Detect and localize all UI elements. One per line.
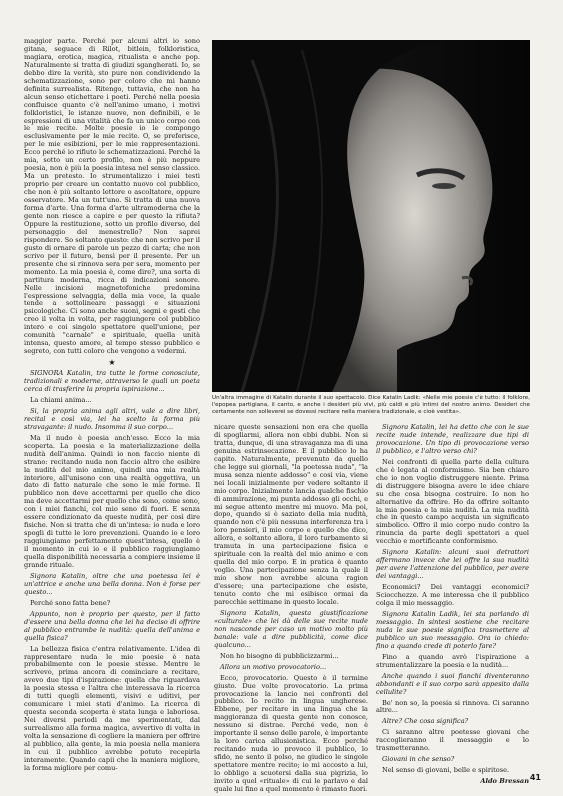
right-column [376, 423, 529, 786]
interview-question: Signora Katalin: alcuni suoi detrattori affermano invece che lei offre la sua nudità per avere l'attenzione del pubblico, per avere dei vantaggi... [376, 548, 529, 581]
middle-column [214, 423, 368, 793]
author-signature: Aldo Bressan [480, 777, 529, 786]
paragraph: Fino a quando avrò l'ispirazione a strumentalizzare la poesia e la nudità... [376, 652, 529, 669]
paragraph: La chiami anima... [30, 395, 92, 404]
portrait-photo [212, 40, 530, 392]
interview-question: Signora Katalin Ladik, lei sta parlando di messaggio. In sintesi sostiene che recitare nuda le sue poesie significa trasmettere al pubblico un suo messaggio. Ora io chiedo: fino a quando crede di poterlo fare? [376, 609, 529, 650]
page-number: 41 [529, 773, 541, 782]
paragraph: maggior parte. Perché per alcuni altri io sono gitana, seguace di Rilot, bitlein, folkloristica, magiara, erotica, magica, ritualista e anche pop. Naturalmente si tratta di giudizi sgangherati. Io, se debbo dire la verità, sto pure non condividendo la schematizzazione, sono per coloro che mi hanno definita surrealista. Ritengo, tuttavia, che non ha alcun senso etichettare i poeti. Perché nella poesia confluisce quanto c'è nell'animo umano, i motivi folkloristici, le istanze nuove, non definibili, e le espressioni di una vitalità che fa un unico corpo con le mie recite. Molte poesie io le compongo esclusivamente per le mie recite. O, se preferisce, per le mie esibizioni, per le mie rappresentazioni. Ecco perché io rifiuto le schematizzazioni. Perché la mia, sotto un certo profilo, non è più neppure poesia, non è più la poesia intesa nel senso classico. Ma un pretesto. Io strumentalizzo i miei testi proprio per creare un contatto nuovo col pubblico, che non è più soltanto lettore o ascoltatore, oppure osservatore. Ma un tutt'uno. Si tratta di una nuova forma d'arte. Una forma d'arte ultramoderna che la gente non riesce a capire e per questo la rifiuta? Oppure la restituzione, sotto un profilo diverso, del personaggio del menestrello? Non saprei rispondere. So soltanto questo: che non scrivo per il gusto di ornare di parole un pezzo di carta; che non scrivo per il futuro, bensì per il presente. Per un presente che si rinnova sera per sera, momento per momento. La mia poesia è, come dire?, una sorta di partitura moderna, ricca di indicazioni sonore. Nelle incisioni magnetofoniche predomina l'espressione selvaggia, della mia voce, la quale tende a sottolineare passaggi e situazioni psicologiche. Ci sono anche suoni, segni e gesti che creo il volta in volta, per raggiungere col pubblico intero e coi singolo spettatore quell'unione, per comunità "carnale" e spirituale, quella unità intensa, questo amore, al tempo stesso pubblico e segreto, con tutti coloro che vengono a vedermi. [24, 37, 200, 356]
interview-question: Allora un motivo provocatorio... [220, 662, 327, 671]
interview-question: Signora Katalin, questa giustificazione «culturale» che lei dà delle sue recite nude non nasconde per caso un motivo molto più banale: vale a dire pubblicità, come dice qualcuno... [214, 608, 368, 649]
paragraph: Nel senso di giovani, belle e spiritose. [382, 766, 510, 775]
interview-question: Signora Katalin, lei ha detto che con le sue recite nude intende, realizzare due tipi di provocazione. Un tipo di provocazione verso il pubblico, e l'altro verso chi? [376, 423, 529, 455]
paragraph: La bellezza fisica c'entra relativamente. L'idea di rappresentare nuda le mie poesie è nata probabilmente con le poesie stesse. Mentre le scrivevo, prima ancora di cominciare a recitare, avevo due tipi d'ispirazione: quella che riguardava la poesia stessa e l'altra che interessava la ricerca di tutti quegli elementi, visivi e uditivi, per comunicare i miei stati d'animo. La ricerca di questa seconda scoperta è stata lunga e laboriosa. Nei diversi periodi da me sperimentati, dal surrealismo alla forma magica, avvertivo di volta in volta la sensazione di cogliere la maniera per offrire al pubblico, alla gente, la mia poesia nella maniera in cui il pubblico avrebbe potuto recepirla interamente. Quando capii che la maniera migliore, la forma migliore per comu- [24, 644, 200, 772]
paragraph: Non ho bisogno di pubblicizzarmi... [220, 651, 339, 660]
interview-question: Signora Katalin, oltre che una poetessa lei è un'attrice e anche una bella donna. Non è forse per questo... [24, 571, 200, 596]
paragraph: Ecco, provocatorio. Questo è il termine giusto. Due volte provocatorio. La prima provocazione la lancio nei confronti del pubblico. Io recito in lingua ungherese. Ebbene, per recitare in una lingua che la maggioranza di questa gente non conosce, nessuno si distrae. Perché vede, non è importante il senso delle parole, è importante la loro carica allusionistica. Ecco perché recitando nuda io provoco il pubblico, lo sfido, ne sento il polso, ne giudico le singole spettatore mentre recito; io mi accosto a lui, lo obbligo a scuotersi dalla sua pigrizia, lo invito a quel «rituale» di cui le parlavo e dal quale lui fino a quel momento è rimasto fuori. [214, 673, 368, 793]
paragraph: Nei confronti di quella parte della cultura che è legata al conformismo. Sia ben chiaro che io non voglio distruggere niente. Prima di distruggere bisogna avere le idee chiare su che cosa bisogna costruire. Io non ho alternative da offrire. Ho da offrire soltanto la mia poesia e la mia nudità. La mia nudità che in questo campo acquista un significato simbolico. Offro il mio corpo nudo contro la rinuncia da parte degli spettatori a quel vecchio e mortificante conformismo. [376, 457, 529, 546]
interview-question: SIGNORA Katalin, tra tutte le forme conosciute, tradizionali e moderne, attraverso le quali un poeta cerca di trasferire la propria ispirazione... [24, 369, 200, 393]
photo-caption: Un'altra immagine di Katalin durante il suo spettacolo. Dice Katalin Ladik: «Nelle mie poesie c'è tutto: il folklore, l'epopea partigiana, il canto, e anche i desideri più vivi, più caldi e più intimi del nostro animo. Desideri che certamente non solleverei se dovessi recitare nella maniera tradizionale, e cioè vestita». [212, 395, 530, 415]
interview-question: Appunto, non è proprio per questo, per il fatto d'essere una bella donna che lei ha deciso di offrire al pubblico entrambe le nudità: quella dell'anima e quella fisica? [24, 609, 200, 642]
paragraph: Perché sono fatta bene? [30, 598, 111, 607]
paragraph: Economici? Dei vantaggi economici? Sciocchezze. A me interessa che il pubblico colga il mio messaggio. [376, 583, 529, 608]
left-column [24, 38, 200, 773]
interview-question: Si, la propria anima agli altri, vale a dire libri, recital e così via, lei ha scelto la forma più stravagante: il nudo. Insomma il suo corpo... [24, 406, 200, 431]
interview-question: Anche quando i suoi fianchi diventeranno abbondanti e il suo corpo sarà appesito dalla cellulite? [376, 671, 529, 696]
paragraph: nicare queste sensazioni non era che quella di spogliarmi, allora non ebbi dubbi. Non si tratta, dunque, di una stravaganza ma di una genuina estrinsecazione. E il pubblico lo ha capito. Naturalmente, prevenuto da quello che legge sui giornali, "la poetessa nuda", "la musa senza niente addosso" e così via, viene nei locali inizialmente per vedere soltanto il mio corpo. Inizialmente lancia qualche fischio di ammirazione, mi punta addosso gli occhi, e mi segue attento mentre mi muovo. Ma poi, dopo, quando si è saziato della mia nudità, quando non c'è più nessuna interferenza tra i loro pensieri, il mio corpo e quello che dico, allora, e soltanto allora, il loro turbamento si tramuta in una partecipazione fisica e spirituale con la realtà del mio animo e con quella del mio corpo. E in pratica è quanto voglio. Una partecipazione senza la quale il mio show non avrebbe alcuna ragion d'essere; una partecipazione che esiste, tenuto conto che mi esibisco ormai da parecchie settimane in questo locale. [214, 423, 368, 606]
star-separator-icon: ★ [108, 358, 116, 368]
paragraph: Ci saranno altre poetesse giovani che raccoglieranno il messaggio e lo trasmetteranno. [376, 728, 529, 753]
portrait-photo-icon [212, 40, 530, 392]
paragraph: Ma il nudo è poesia anch'esso. Ecco la mia scoperta. La poesia e la materializzazione della nudità dell'anima. Quindi io non faccio niente di strano: recitando nuda non faccio altro che esibire la nudità del mio animo, quindi una mia realtà interiore, all'unisono con una realtà oggettiva, un dato di fatto naturale che sono le mie forme. Il pubblico non deve accettarmi per quello che dico ma deve accettarmi per quello che sono, come sono, con i miei fianchi, col mio seno di fuori. E senza essere condizionato da queste nudità, per così dire fisiche. Non si tratta che di un'intesa: io nuda e loro spogli di tutte le loro prevenzioni. Quando io e loro raggiungiamo perfettamente quest'intesa, quello è il momento in cui io e il pubblico raggiungiamo quella disponibilità necessaria a compiere insieme il grande rituale. [24, 433, 200, 569]
interview-question: Giovani in che senso? [382, 755, 455, 764]
paragraph: Be' non so, la poesia si rinnova. Ci saranno altre... [376, 698, 529, 715]
interview-question: Altre? Che cosa significa? [382, 717, 469, 726]
